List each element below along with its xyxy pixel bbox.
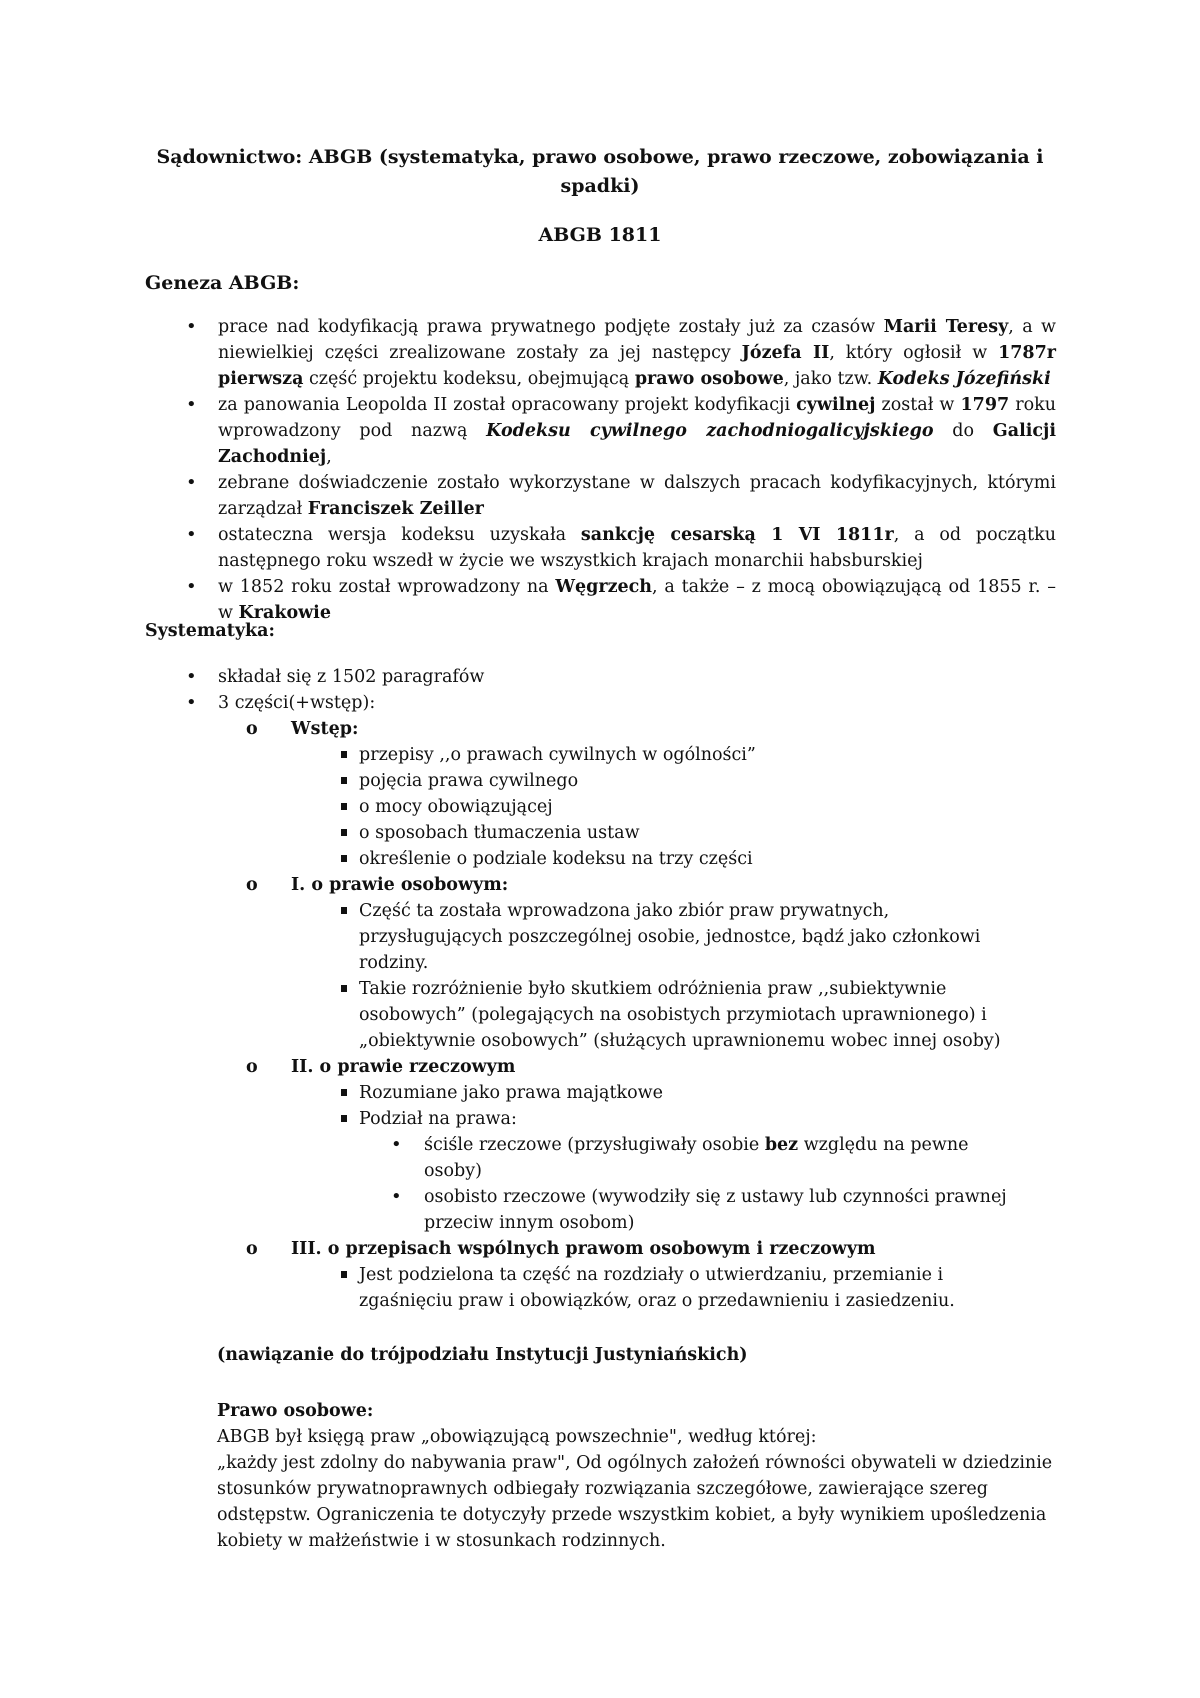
prawo-osobowe-body bbox=[217, 1424, 1057, 1554]
bullet-icon bbox=[391, 1132, 402, 1158]
text: Rozumiane jako prawa majątkowe bbox=[359, 1083, 663, 1103]
sublist bbox=[331, 1262, 1031, 1314]
bullet-icon bbox=[186, 522, 197, 548]
page-title: Sądownictwo: ABGB (systematyka, prawo osobowe, prawo rzeczowe, zobowiązania i spadki) bbox=[156, 146, 1044, 197]
bold-text: prawo osobowe bbox=[634, 369, 784, 389]
bold-italic-text: Kodeksu cywilnego zachodniogalicyjskiego bbox=[486, 421, 934, 441]
sublist bbox=[331, 742, 1086, 872]
list-item bbox=[331, 820, 1086, 846]
text: , a w niewielkiej części zrealizowane zostały za jej następcy bbox=[218, 317, 1056, 363]
list-item bbox=[331, 742, 1086, 768]
square-bullet-icon bbox=[341, 855, 347, 862]
bold-text: Krakowie bbox=[238, 603, 331, 623]
bold-text: Franciszek Zeiller bbox=[307, 499, 484, 519]
section-label: Wstęp: bbox=[291, 719, 359, 739]
list-item bbox=[331, 768, 1086, 794]
text: osobisto rzeczowe (wywodziły się z ustawy lub czynności prawnej przeciw innym osobom) bbox=[424, 1187, 1007, 1233]
section-label: I. o prawie osobowym: bbox=[291, 875, 509, 895]
bold-text: Węgrzech bbox=[555, 577, 653, 597]
paragraph: „każdy jest zdolny do nabywania praw", Od ogólnych założeń równości obywateli w dziedzinie stosunków prywatnoprawnych odbiegały rozwiązania szczegółowe, zawierające szereg odstępstw. Ograniczenia te dotyczyły przede wszystkim kobiet, a były wynikiem upośledzenia kobiety w małżeństwie i w stosunkach rodzinnych. bbox=[217, 1453, 1053, 1551]
square-bullet-icon bbox=[341, 907, 347, 914]
text: Jest podzielona ta część na rozdziały o utwierdzaniu, przemianie i zgaśnięciu praw i obowiązków, oraz o przedawnieniu i zasiedzeniu. bbox=[359, 1265, 955, 1311]
text: do bbox=[933, 421, 993, 441]
genesis-heading: Geneza ABGB: bbox=[145, 272, 300, 294]
text: ostateczna wersja kodeksu uzyskała bbox=[218, 525, 581, 545]
list-item bbox=[186, 392, 1056, 470]
text: Podział na prawa: bbox=[359, 1109, 517, 1129]
text: 3 części(+wstęp): bbox=[218, 693, 376, 713]
list-item bbox=[331, 846, 1086, 872]
bold-italic-text: Kodeks Józefiński bbox=[877, 369, 1051, 389]
bullet-icon bbox=[186, 470, 197, 496]
list-item bbox=[331, 976, 1021, 1054]
text: , a od początku następnego roku wszedł w życie we wszystkich krajach monarchii habsburskiej bbox=[218, 525, 1056, 571]
list-item bbox=[331, 794, 1086, 820]
o-marker: o bbox=[246, 875, 258, 895]
text: o sposobach tłumaczenia ustaw bbox=[359, 823, 640, 843]
text: Takie rozróżnienie było skutkiem odróżnienia praw ,,subiektywnie osobowych” (polegających na osobistych przymiotach uprawnionego) i „obiektywnie osobowych” (służących uprawnionemu wobec innej osoby) bbox=[359, 979, 1001, 1051]
bullet-icon bbox=[391, 1184, 402, 1210]
section-label: III. o przepisach wspólnych prawom osobowym i rzeczowym bbox=[291, 1239, 876, 1259]
text: prace nad kodyfikacją prawa prywatnego podjęte zostały już za czasów bbox=[218, 317, 884, 337]
paragraph-line: ABGB był księgą praw „obowiązującą powszechnie", według której: bbox=[217, 1427, 817, 1447]
genesis-list bbox=[186, 314, 1056, 626]
text: w 1852 roku został wprowadzony na bbox=[218, 577, 556, 597]
text: określenie o podziale kodeksu na trzy części bbox=[359, 849, 753, 869]
text: , a także – z mocą obowiązującą od 1855 r. – w bbox=[218, 577, 1056, 623]
list-item bbox=[186, 574, 1056, 626]
list-item bbox=[186, 522, 1056, 574]
o-marker: o bbox=[246, 1057, 258, 1077]
bold-text: Józefa II bbox=[741, 343, 830, 363]
text: za panowania Leopolda II został opracowany projekt kodyfikacji bbox=[218, 395, 797, 415]
square-bullet-icon bbox=[341, 777, 347, 784]
square-bullet-icon bbox=[341, 1271, 347, 1278]
square-bullet-icon bbox=[341, 803, 347, 810]
bold-text: cywilnej bbox=[796, 395, 876, 415]
o-marker: o bbox=[246, 719, 258, 739]
text: pojęcia prawa cywilnego bbox=[359, 771, 579, 791]
text: , jako tzw. bbox=[783, 369, 878, 389]
systematyka-heading: Systematyka: bbox=[145, 621, 275, 641]
square-bullet-icon bbox=[341, 751, 347, 758]
list-item bbox=[186, 690, 1056, 716]
bullet-icon bbox=[186, 314, 197, 340]
outline-wstep bbox=[186, 716, 1086, 872]
sublist bbox=[391, 1132, 1031, 1236]
list-item bbox=[331, 1262, 1031, 1314]
outline-part1 bbox=[186, 872, 1086, 1054]
bold-text: 1797 bbox=[960, 395, 1010, 415]
list-item bbox=[331, 898, 1021, 976]
bold-text: bez bbox=[764, 1135, 799, 1155]
bullet-icon bbox=[186, 392, 197, 418]
bold-text: 1787r pierwszą bbox=[218, 343, 1056, 389]
text: zebrane doświadczenie zostało wykorzystane w dalszych pracach kodyfikacyjnych, którymi zarządzał bbox=[218, 473, 1056, 519]
text: część projektu kodeksu, obejmującą bbox=[303, 369, 635, 389]
bullet-icon bbox=[186, 690, 197, 716]
prawo-osobowe-heading: Prawo osobowe: bbox=[217, 1401, 374, 1421]
sublist bbox=[331, 1080, 1051, 1236]
section-label: II. o prawie rzeczowym bbox=[291, 1057, 516, 1077]
square-bullet-icon bbox=[341, 1089, 347, 1096]
text: przepisy ,,o prawach cywilnych w ogólności” bbox=[359, 745, 756, 765]
bold-text: sankcję cesarską 1 VI 1811r bbox=[580, 525, 894, 545]
list-item bbox=[186, 664, 1056, 690]
text: o mocy obowiązującej bbox=[359, 797, 553, 817]
page-subtitle: ABGB 1811 bbox=[538, 224, 662, 246]
text: , który ogłosił w bbox=[829, 343, 999, 363]
bullet-icon bbox=[186, 664, 197, 690]
text: roku wprowadzony pod nazwą bbox=[218, 395, 1057, 441]
list-item bbox=[186, 470, 1056, 522]
text: składał się z 1502 paragrafów bbox=[218, 667, 485, 687]
text: względu na pewne osoby) bbox=[424, 1135, 969, 1181]
list-item bbox=[331, 1106, 1051, 1236]
systematyka-list bbox=[186, 664, 1056, 716]
text: ściśle rzeczowe (przysługiwały osobie bbox=[424, 1135, 765, 1155]
text: został w bbox=[875, 395, 961, 415]
bullet-icon bbox=[186, 574, 197, 600]
list-item bbox=[186, 314, 1056, 392]
sublist bbox=[331, 898, 1021, 1054]
square-bullet-icon bbox=[341, 1115, 347, 1122]
o-marker: o bbox=[246, 1239, 258, 1259]
text: Część ta została wprowadzona jako zbiór praw prywatnych, przysługujących poszczególnej osobie, jednostce, bądź jako członkowi rodziny. bbox=[359, 901, 981, 973]
square-bullet-icon bbox=[341, 985, 347, 992]
list-item bbox=[391, 1184, 1031, 1236]
outline bbox=[186, 716, 1086, 1314]
text: , bbox=[326, 447, 332, 467]
bold-text: Marii Teresy bbox=[883, 317, 1009, 337]
outline-part2 bbox=[186, 1054, 1086, 1236]
outline-part3 bbox=[186, 1236, 1086, 1314]
list-item bbox=[331, 1080, 1051, 1106]
bold-text: Galicji Zachodniej bbox=[218, 421, 1056, 467]
note-text: (nawiązanie do trójpodziału Instytucji Justyniańskich) bbox=[217, 1345, 748, 1365]
square-bullet-icon bbox=[341, 829, 347, 836]
list-item bbox=[391, 1132, 1031, 1184]
